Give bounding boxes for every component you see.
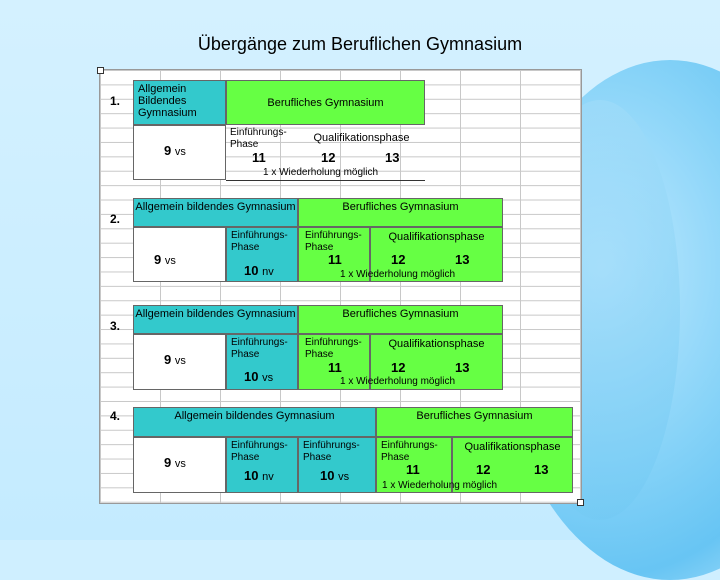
quali-phase-cell-2: Qualifikationsphase — [370, 227, 503, 282]
grade-9-label-3: 9 vs — [164, 352, 186, 367]
quali-phase-cell-4: Qualifikationsphase — [452, 437, 573, 493]
repeat-note-2: 1 x Wiederholung möglich — [340, 269, 456, 280]
year-11-2: 11 — [328, 252, 342, 267]
year-13-4: 13 — [534, 462, 549, 477]
embedded-spreadsheet[interactable] — [99, 69, 582, 504]
repeat-note-4: 1 x Wiederholung möglich — [382, 480, 498, 491]
grade-9-label-2: 9 vs — [154, 252, 176, 267]
quali-phase-label-1: Qualifikationsphase — [313, 132, 410, 144]
einf-phase-cell-3b: Einführungs- Phase — [298, 334, 370, 390]
resize-handle-top-left[interactable] — [97, 67, 104, 74]
year-12-2: 12 — [391, 252, 406, 267]
grade-10-label-4b: 10 vs — [320, 468, 350, 483]
berufl-gymnasium-cell-1: Berufliches Gymnasium — [226, 80, 425, 125]
row-number-2: 2. — [110, 212, 121, 226]
quali-phase-cell-3: Qualifikationsphase — [370, 334, 503, 390]
row-number-4: 4. — [110, 409, 121, 423]
berufl-gymnasium-cell-4: Berufliches Gymnasium — [376, 407, 573, 437]
underline-1 — [226, 180, 425, 181]
year-12-1: 12 — [321, 150, 336, 165]
year-13-2: 13 — [455, 252, 470, 267]
row-number-3: 3. — [110, 319, 121, 333]
grade-10-label-2: 10 nv — [244, 263, 274, 278]
einf-phase-cell-3a: Einführungs- Phase — [226, 334, 298, 390]
allg-gymnasium-cell-1: Allgemein Bildendes Gymnasium — [133, 80, 226, 125]
einf-phase-cell-4b: Einführungs- Phase — [298, 437, 376, 493]
repeat-note-1: 1 x Wiederholung möglich — [263, 167, 379, 178]
allg-gymnasium-cell-4: Allgemein bildendes Gymnasium — [133, 407, 376, 437]
grade-10-label-3: 10 vs — [244, 369, 274, 384]
year-12-3: 12 — [391, 360, 406, 375]
einf-phase-cell-2a: Einführungs- Phase — [226, 227, 298, 282]
spacer-2 — [133, 227, 226, 282]
berufl-gymnasium-cell-2: Berufliches Gymnasium — [298, 198, 503, 227]
einf-phase-label-1: Einführungs- Phase — [230, 127, 287, 150]
berufl-gymnasium-cell-3: Berufliches Gymnasium — [298, 305, 503, 334]
grade-9-label-1: 9 vs — [164, 143, 186, 158]
slide-title: Übergänge zum Beruflichen Gymnasium — [197, 34, 523, 54]
repeat-note-3: 1 x Wiederholung möglich — [340, 376, 456, 387]
year-11-3: 11 — [328, 360, 342, 375]
allg-gymnasium-cell-3: Allgemein bildendes Gymnasium — [133, 305, 298, 334]
einf-phase-cell-4a: Einführungs- Phase — [226, 437, 298, 493]
year-13-1: 13 — [385, 150, 400, 165]
grade-10-label-4a: 10 nv — [244, 468, 274, 483]
einf-phase-cell-4c: Einführungs- Phase — [376, 437, 452, 493]
grade-9-label-4: 9 vs — [164, 455, 186, 470]
year-11-1: 11 — [252, 150, 266, 165]
year-12-4: 12 — [476, 462, 491, 477]
resize-handle-bottom-right[interactable] — [577, 499, 584, 506]
row-number-1: 1. — [110, 94, 121, 108]
einf-phase-cell-2b: Einführungs- Phase — [298, 227, 370, 282]
allg-gymnasium-cell-2: Allgemein bildendes Gymnasium — [133, 198, 298, 227]
year-13-3: 13 — [455, 360, 470, 375]
year-11-4: 11 — [406, 462, 420, 477]
